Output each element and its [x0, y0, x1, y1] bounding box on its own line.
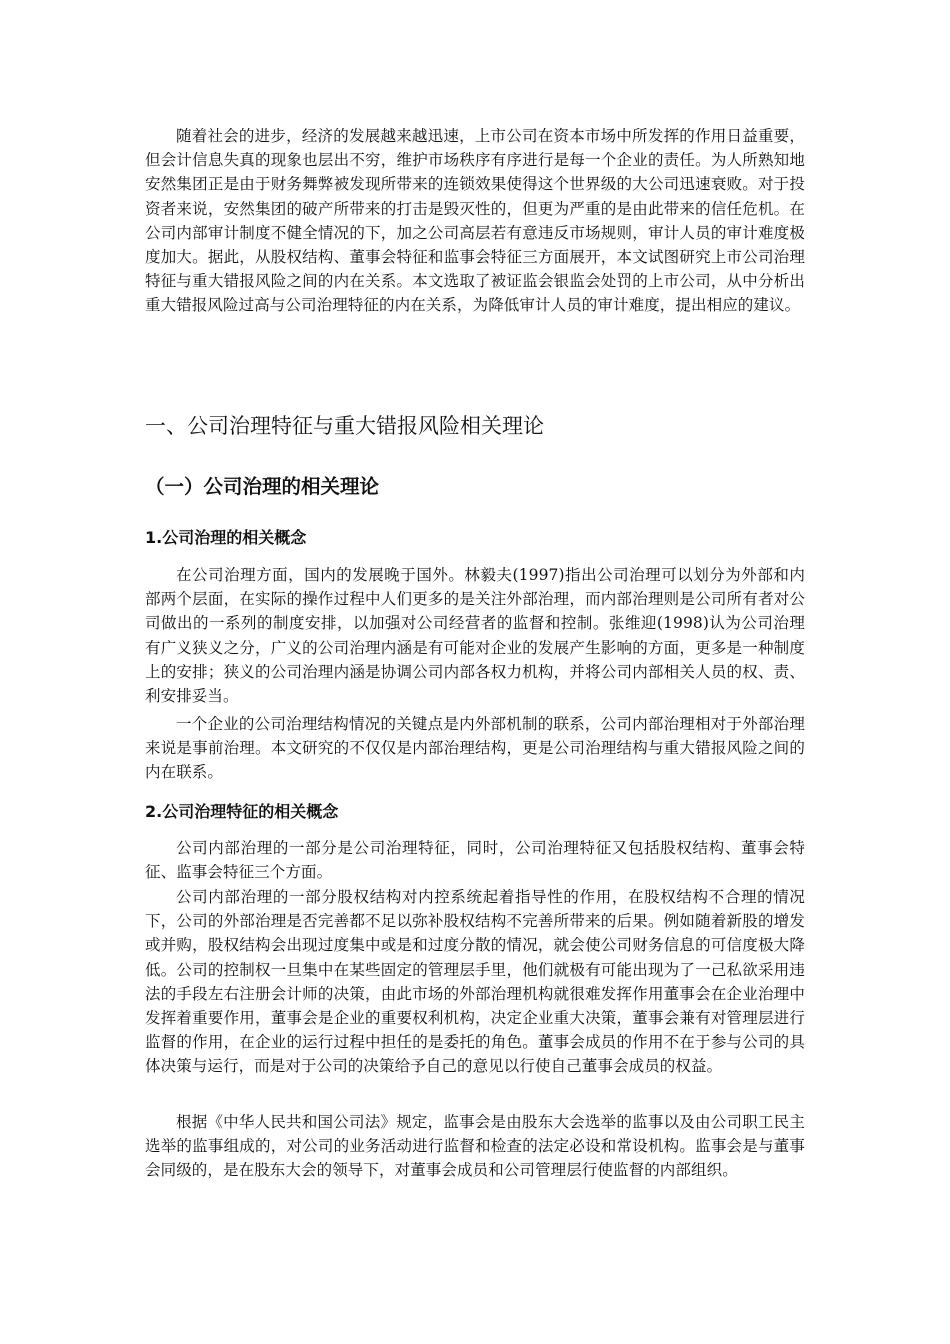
part1-heading: 1.公司治理的相关概念: [145, 528, 307, 547]
intro-paragraph: 随着社会的进步，经济的发展越来越迅速，上市公司在资本市场中所发挥的作用日益重要，但会计信息失真的现象也层出不穷，维护市场秩序有序进行是每一个企业的责任。为人所熟知地安然集团正是由于财务舞弊被发现所带来的连锁效果使得这个世界级的大公司迅速衰败。对于投资者来说，安然集团的破产所带来的打击是毁灭性的，但更为严重的是由此带来的信任危机。在公司内部审计制度不健全情况的下，加之公司高层若有意违反市场规则，审计人员的审计难度极度加大。据此，从股权结构、董事会特征和监事会特征三方面展开，本文试图研究上市公司治理特征与重大错报风险之间的内在关系。本文选取了被证监会银监会处罚的上市公司，从中分析出重大错报风险过高与公司治理特征的内在关系，为降低审计人员的审计难度，提出相应的建议。: [145, 127, 805, 315]
part2-heading: 2.公司治理特征的相关概念: [145, 802, 339, 821]
subsection-heading: （一）公司治理的相关理论: [145, 475, 380, 498]
part2-paragraph-1: 公司内部治理的一部分是公司治理特征，同时，公司治理特征又包括股权结构、董事会特征、监事会特征三个方面。: [145, 839, 805, 882]
part2-paragraph-2: 公司内部治理的一部分股权结构对内控系统起着指导性的作用，在股权结构不合理的情况下，公司的外部治理是否完善都不足以弥补股权结构不完善所带来的后果。例如随着新股的增发或并购，股权结构会出现过度集中或是和过度分散的情况，就会使公司财务信息的可信度极大降低。公司的控制权一旦集中在某些固定的管理层手里，他们就极有可能出现为了一己私欲采用违法的手段左右注册会计师的决策，由此市场的外部治理机构就很难发挥作用董事会在企业治理中发挥着重要作用，董事会是企业的重要权利机构，决定企业重大决策，董事会兼有对管理层进行监督的作用，在企业的运行过程中担任的是委托的角色。董事会成员的作用不在于参与公司的具体决策与运行，而是对于公司的决策给予自己的意见以行使自己董事会成员的权益。: [145, 888, 805, 1076]
part2-paragraph-3: 根据《中华人民共和国公司法》规定，监事会是由股东大会选举的监事以及由公司职工民主选举的监事组成的，对公司的业务活动进行监督和检查的法定必设和常设机构。监事会是与董事会同级的，是在股东大会的领导下，对董事会成员和公司管理层行使监督的内部组织。: [145, 1113, 805, 1180]
section-heading: 一、公司治理特征与重大错报风险相关理论: [145, 414, 544, 438]
part1-paragraph-2: 一个企业的公司治理结构情况的关键点是内外部机制的联系，公司内部治理相对于外部治理来说是事前治理。本文研究的不仅仅是内部治理结构，更是公司治理结构与重大错报风险之间的内在联系。: [145, 715, 805, 782]
part1-paragraph-1: 在公司治理方面，国内的发展晚于国外。林毅夫(1997)指出公司治理可以划分为外部和内部两个层面，在实际的操作过程中人们更多的是关注外部治理，而内部治理则是公司所有者对公司做出的一系列的制度安排，以加强对公司经营者的监督和控制。张维迎(1998)认为公司治理有广义狭义之分，广义的公司治理内涵是有可能对企业的发展产生影响的方面，更多是一种制度上的安排；狭义的公司治理内涵是协调公司内部各权力机构，并将公司内部相关人员的权、责、利安排妥当。: [145, 566, 805, 706]
